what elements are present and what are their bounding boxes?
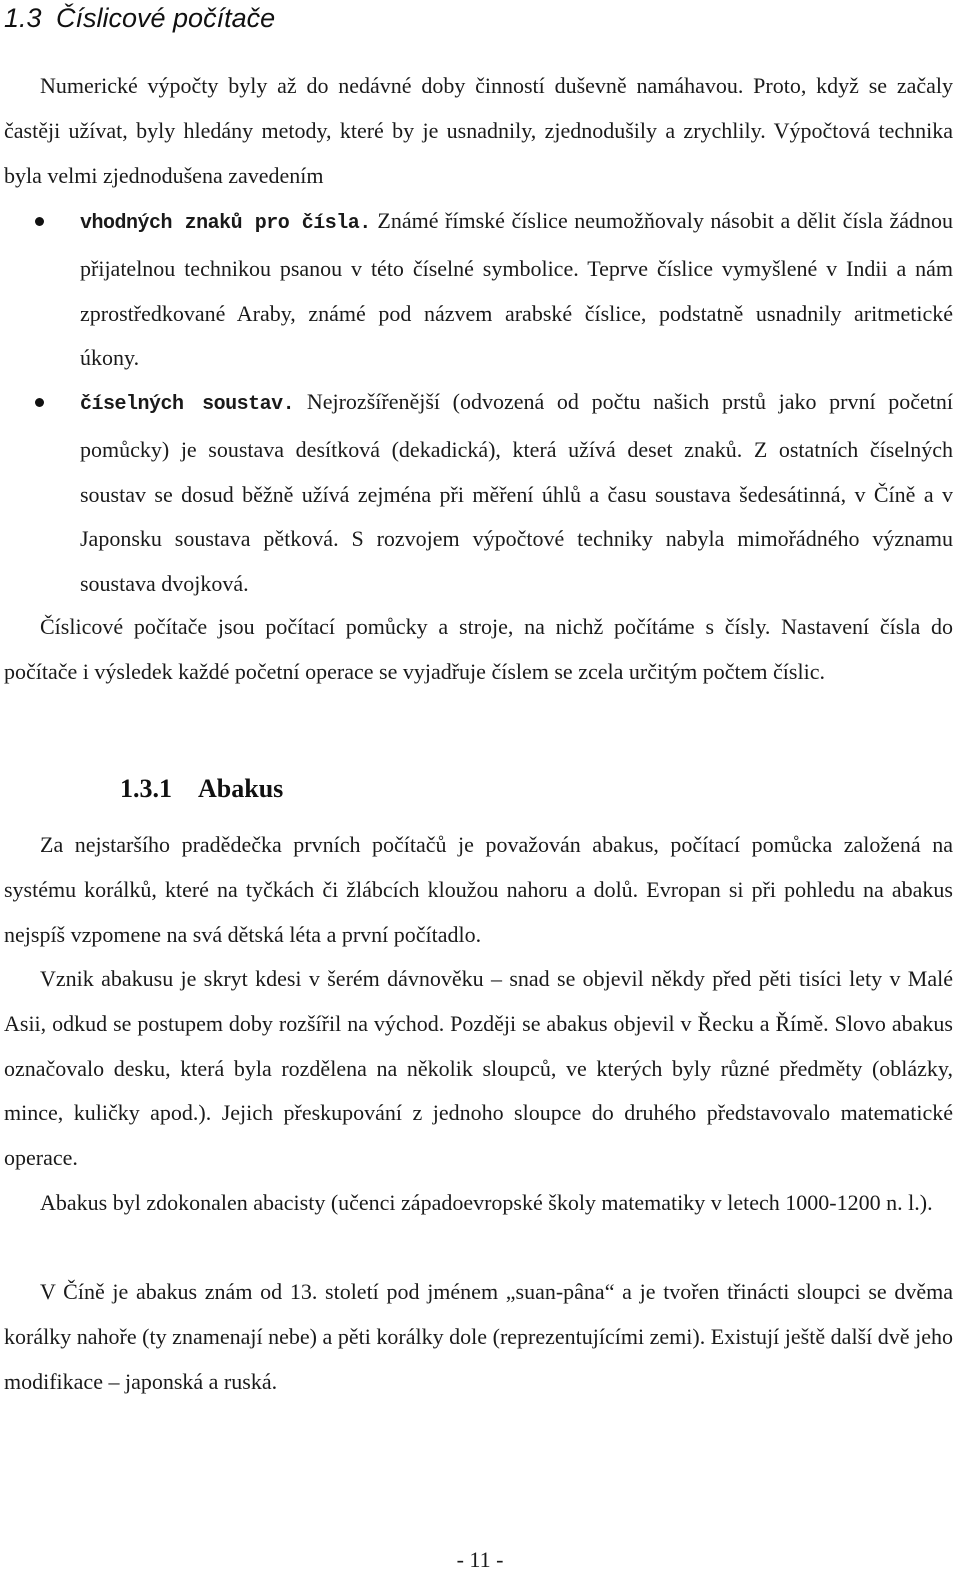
- page-number: - 11 -: [456, 1547, 504, 1572]
- bullet-text: [80, 199, 953, 381]
- intro-paragraph: Numerické výpočty byly až do nedávné doby činností duševně namáhavou. Proto, když se začaly častěji užívat, byly hledány metody, které by je usnadnily, zjednodušily a zrychlily. Výpočtová technika byla velmi zjednodušena zavedením: [4, 73, 953, 188]
- abakus-paragraph-2: Vznik abakusu je skryt kdesi v šerém dávnověku – snad se objevil někdy před pěti tisíci lety v Malé Asii, odkud se postupem doby rozšířil na východ. Později se abakus objevil v Řecku a Římě. Slovo abakus označovalo desku, která byla rozdělena na několik sloupců, ve kterých byly různé předměty (oblázky, mince, kuličky apod.). Jejich přeskupování z jednoho sloupce do druhého představovalo matematické operace.: [4, 966, 953, 1171]
- abakus-paragraph-3: Abakus byl zdokonalen abacisty (učenci západoevropské školy matematiky v letech 1000-1200 n. l.).: [40, 1190, 933, 1215]
- bullet-body: Nejrozšířenější (odvozená od počtu našich prstů jako první početní pomůcky) je soustava desítková (dekadická), která užívá deset znaků. Z ostatních číselných soustav se dosud běžně užívá zejména při měření úhlů a času soustava šedesátinná, v Číně a v Japonsku soustava pětková. S rozvojem výpočtové techniky nabyla mimořádného významu soustava dvojková.: [80, 389, 953, 597]
- bullet-body: Známé římské číslice neumožňovaly násobit a dělit čísla žádnou přijatelnou technikou psanou v této číselné symbolice. Teprve číslice vymyšlené v Indii a nám zprostředkované Araby, známé pod názvem arabské číslice, podstatně usnadnily aritmetické úkony.: [80, 208, 953, 371]
- section-heading: [4, 0, 275, 36]
- bullet-text: [80, 380, 953, 607]
- bullet-lead: vhodných znaků pro čísla.: [80, 212, 371, 235]
- subsection-number: 1.3.1: [120, 774, 172, 803]
- subsection-heading: [120, 771, 283, 807]
- section-title: Číslicové počítače: [56, 3, 276, 33]
- subsection-title: Abakus: [198, 774, 284, 803]
- bullet-icon: [35, 217, 44, 226]
- definition-paragraph: Číslicové počítače jsou počítací pomůcky a stroje, na nichž počítáme s čísly. Nastavení čísla do počítače i výsledek každé početní operace se vyjadřuje číslem se zcela určitým počtem číslic.: [4, 614, 953, 684]
- abakus-paragraph-1: Za nejstaršího pradědečka prvních počítačů je považován abakus, počítací pomůcka založená na systému korálků, které na tyčkách či žlábcích kloužou nahoru a dolů. Evropan si při pohledu na abakus nejspíš vzpomene na svá dětská léta a první počítadlo.: [4, 832, 953, 947]
- abakus-paragraph-4: V Číně je abakus znám od 13. století pod jménem „suan-pâna“ a je tvořen třinácti sloupci se dvěma korálky nahoře (ty znamenají nebe) a pěti korálky dole (reprezentujícími zemi). Existují ještě další dvě jeho modifikace – japonská a ruská.: [4, 1279, 953, 1394]
- bullet-lead: číselných soustav.: [80, 393, 295, 416]
- section-number: 1.3: [4, 3, 42, 33]
- bullet-icon: [35, 398, 44, 407]
